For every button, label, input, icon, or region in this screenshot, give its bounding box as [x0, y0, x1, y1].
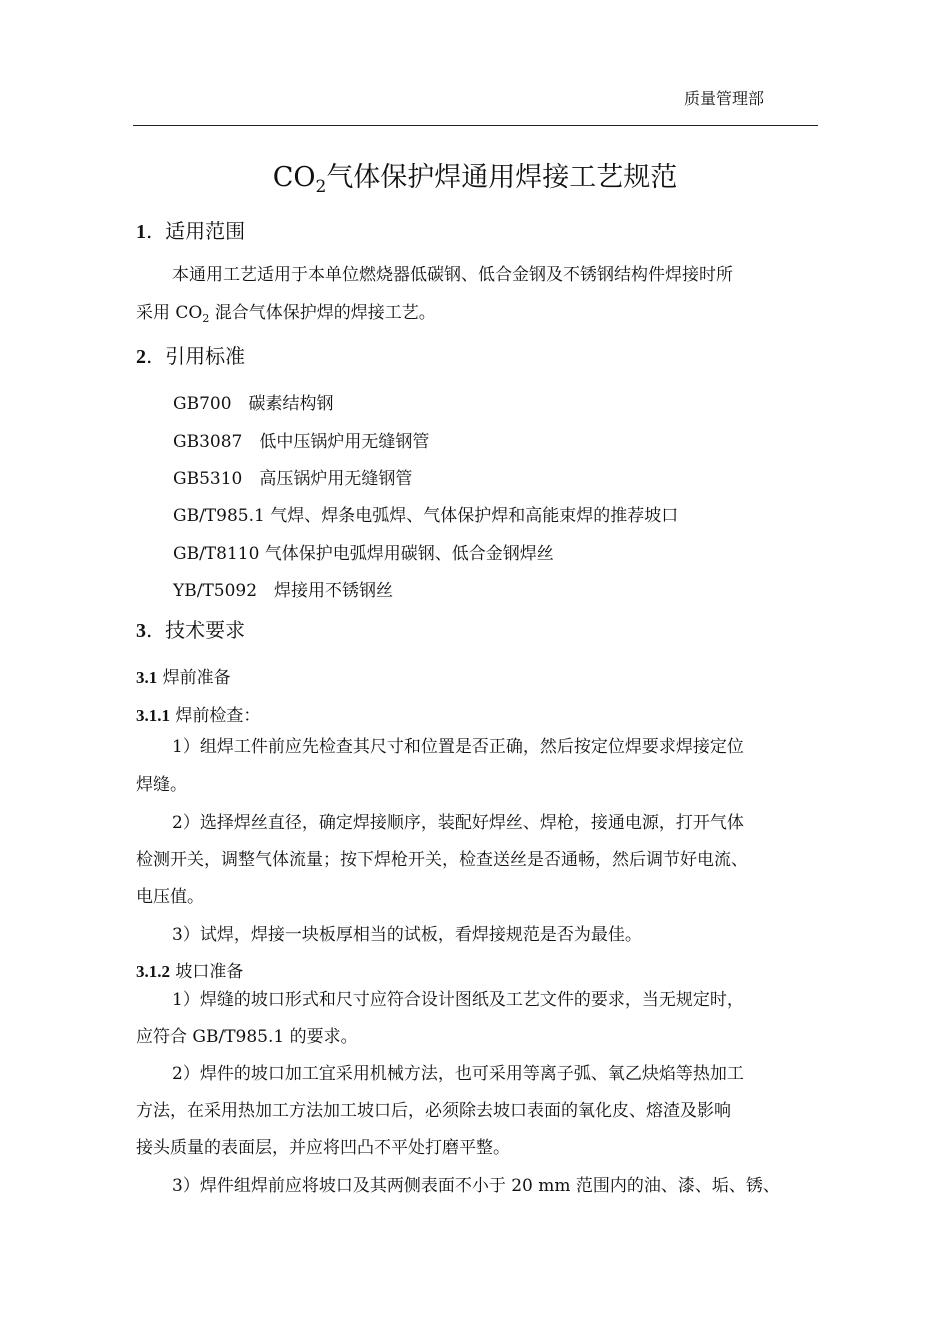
document-title	[0, 155, 950, 197]
paragraph-line: 方法，在采用热加工方法加工坡口后，必须除去坡口表面的氧化皮、熔渣及影响	[136, 1101, 731, 1121]
scope-text: 混合气体保护焊的焊接工艺。	[209, 303, 436, 323]
subsection-title: 坡口准备	[170, 962, 244, 982]
subsection-heading-3-1-2	[136, 957, 243, 982]
section-number: 1	[136, 221, 146, 243]
paragraph-line: 1）焊缝的坡口形式和尺寸应符合设计图纸及工艺文件的要求，当无规定时，	[172, 990, 744, 1010]
scope-text: 采用 CO	[136, 303, 203, 323]
standard-item: GB5310 高压锅炉用无缝钢管	[173, 469, 413, 489]
scope-line-1: 本通用工艺适用于本单位燃烧器低碳钢、低合金钢及不锈钢结构件焊接时所	[172, 265, 733, 285]
paragraph-line: 3）焊件组焊前应将坡口及其两侧表面不小于 20 mm 范围内的油、漆、垢、锈、	[172, 1176, 780, 1196]
paragraph-line: 焊缝。	[136, 775, 187, 795]
section-sep: .	[146, 219, 153, 243]
section-number: 2	[136, 346, 146, 368]
header-department: 质量管理部	[683, 89, 764, 108]
section-title: 引用标准	[165, 344, 246, 368]
paragraph-line: 应符合 GB/T985.1 的要求。	[136, 1027, 358, 1047]
subsection-title: 焊前准备	[157, 668, 231, 688]
subsection-number: 3.1.1	[136, 706, 170, 725]
section-title: 适用范围	[165, 219, 246, 243]
section-heading-1	[136, 215, 245, 244]
subsection-heading-3-1	[136, 663, 231, 688]
paragraph-line: 2）选择焊丝直径，确定焊接顺序，装配好焊丝、焊枪，接通电源，打开气体	[172, 813, 744, 833]
section-sep: .	[146, 618, 153, 642]
subsection-number: 3.1	[136, 668, 158, 687]
paragraph-line: 检测开关，调整气体流量；按下焊枪开关，检查送丝是否通畅，然后调节好电流、	[136, 850, 748, 870]
section-sep: .	[146, 344, 153, 368]
scope-line-2	[136, 296, 818, 336]
paragraph-line: 3）试焊，焊接一块板厚相当的试板，看焊接规范是否为最佳。	[172, 925, 642, 945]
section-heading-3	[136, 614, 245, 643]
paragraph-line: 接头质量的表面层，并应将凹凸不平处打磨平整。	[136, 1138, 510, 1158]
title-subscript: 2	[315, 177, 327, 197]
subsection-heading-3-1-1	[136, 701, 260, 726]
title-prefix: CO	[272, 162, 316, 193]
standard-item: GB/T8110 气体保护电弧焊用碳钢、低合金钢焊丝	[173, 544, 554, 564]
standard-item: GB/T985.1 气焊、焊条电弧焊、气体保护焊和高能束焊的推荐坡口	[173, 506, 679, 526]
scope-subscript: 2	[202, 312, 210, 325]
subsection-title: 焊前检查：	[170, 706, 261, 726]
standard-item: GB3087 低中压锅炉用无缝钢管	[173, 432, 430, 452]
paragraph-line: 电压值。	[136, 887, 204, 907]
section-title: 技术要求	[165, 618, 246, 642]
section-number: 3	[136, 620, 146, 642]
paragraph-line: 1）组焊工件前应先检查其尺寸和位置是否正确，然后按定位焊要求焊接定位	[172, 737, 744, 757]
section-heading-2	[136, 340, 245, 369]
paragraph-line: 2）焊件的坡口加工宜采用机械方法，也可采用等离子弧、氧乙炔焰等热加工	[172, 1064, 744, 1084]
standard-item: YB/T5092 焊接用不锈钢丝	[173, 581, 394, 601]
subsection-number: 3.1.2	[136, 962, 170, 981]
header-rule	[133, 125, 818, 126]
standard-item: GB700 碳素结构钢	[173, 394, 334, 414]
title-rest: 气体保护焊通用焊接工艺规范	[326, 162, 678, 193]
